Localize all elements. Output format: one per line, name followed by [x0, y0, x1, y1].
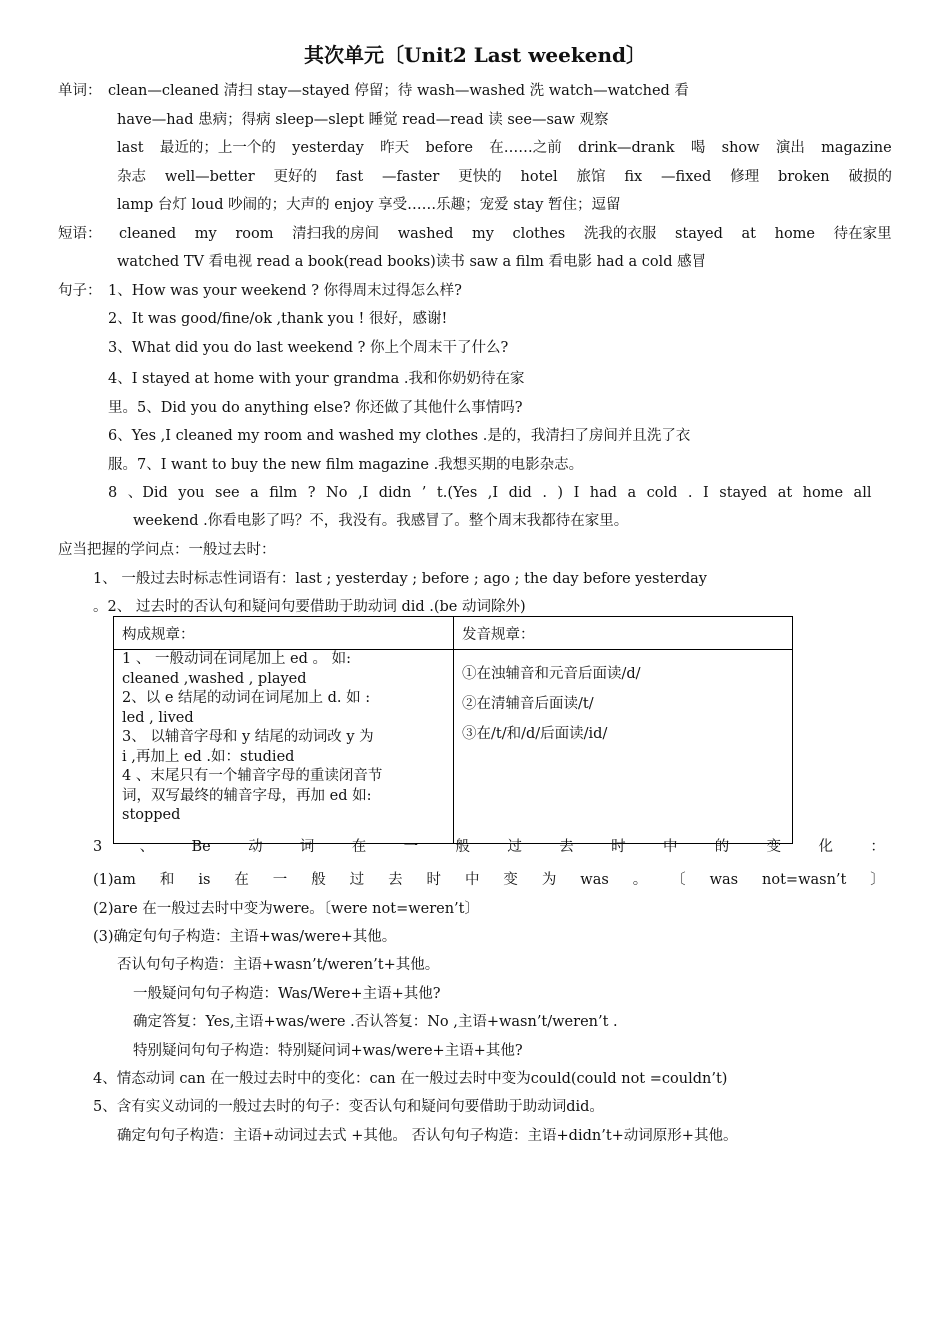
token: 去 — [388, 872, 403, 888]
grammar-heading: 应当把握的学问点：一般过去时： — [58, 542, 276, 558]
pronunciation-rule-line: ②在清辅音后面读/t/ — [462, 696, 594, 712]
rules-table — [113, 616, 793, 844]
token: 词 — [299, 839, 315, 855]
token: 。 — [632, 872, 648, 888]
grammar-point-3-line: (3)确定句句子构造：主语+was/were+其他。 — [93, 929, 397, 945]
formation-rule-line: cleaned ,washed , played — [122, 670, 307, 687]
grammar-point-5-sub: 确定句句子构造：主语+动词过去式 +其他。 否认句句子构造：主语+didn’t+动词原形+其他。 — [117, 1128, 738, 1144]
token: 的 — [714, 839, 730, 855]
grammar-point-5: 5、含有实义动词的一般过去时的句子：变否认句和疑问句要借助于助动词did。 — [93, 1099, 604, 1115]
sentences-label: 句子： — [58, 283, 102, 299]
sentence-line: 2、It was good/fine/ok ,thank you ! 很好，感谢! — [108, 311, 448, 327]
token: was — [580, 872, 609, 888]
token: 〔 — [671, 872, 686, 888]
token: (1)am — [93, 872, 136, 888]
token: 和 — [159, 872, 175, 888]
grammar-point-1: 1、 一般过去时标志性词语有：last ; yesterday ; before ; ago ; the day before yesterday — [93, 571, 707, 587]
phrases-label: 短语： — [58, 226, 102, 242]
sentence-line: 8 、Did you see a film ? No ,I didn ’ t.(Yes ,I did . ) I had a cold . I stayed at home all — [108, 485, 872, 501]
grammar-point-2: 。2、 过去时的否认句和疑问句要借助于助动词 did .(be 动词除外) — [93, 599, 526, 615]
sentence-line: weekend .你看电影了吗？不，我没有。我感冒了。整个周末我都待在家里。 — [133, 513, 629, 529]
token: 中 — [464, 872, 480, 888]
grammar-point-3-line: 特别疑问句句子构造：特别疑问词+was/were+主语+其他? — [133, 1043, 523, 1059]
sentence-line: 服。7、I want to buy the new film magazine .我想买期的电影杂志。 — [108, 457, 584, 473]
token: 变 — [766, 839, 782, 855]
token: 般 — [455, 839, 470, 855]
phrase-line: watched TV 看电视 read a book(read books)读书 saw a film 看电影 had a cold 感冒 — [117, 254, 707, 270]
vocab-line: lamp 台灯 loud 吵闹的；大声的 enjoy 享受……乐趣；宠爱 stay 暂住；逗留 — [117, 197, 621, 213]
pronunciation-rules — [462, 659, 641, 749]
formation-rules — [122, 650, 444, 826]
formation-rule-line: 词，双写最终的辅音字母，再加 ed 如: — [122, 787, 372, 804]
table-header-formation: 构成规章： — [122, 627, 195, 643]
formation-rule-line: stopped — [122, 807, 181, 823]
token: 化 — [818, 839, 834, 855]
sentence-line: 4、I stayed at home with your grandma .我和你奶奶待在家 — [108, 371, 525, 387]
token: 一 — [403, 839, 419, 855]
formation-rule-line: led , lived — [122, 709, 194, 726]
token: not=wasn’t — [762, 872, 847, 888]
vocab-line: have—had 患病；得病 sleep—slept 睡觉 read—read 读 see—saw 观察 — [117, 112, 609, 128]
formation-rule-line: 2、以 e 结尾的动词在词尾加上 d. 如 : — [122, 690, 371, 706]
token: 过 — [507, 839, 522, 855]
grammar-point-3 — [93, 837, 885, 857]
token: 时 — [426, 872, 442, 888]
pronunciation-rule-line: ①在浊辅音和元音后面读/d/ — [462, 666, 641, 682]
formation-rule-line: i ,再加上 ed .如：studied — [122, 748, 295, 765]
grammar-point-3-line: (2)are 在一般过去时中变为were。〔were not=weren’t〕 — [93, 901, 479, 917]
grammar-point-4: 4、情态动词 can 在一般过去时中的变化：can 在一般过去时中变为could(could not =couldn’t) — [93, 1071, 728, 1087]
token: was — [709, 872, 739, 888]
grammar-point-3-line: 否认句句子构造：主语+wasn’t/weren’t+其他。 — [117, 957, 440, 973]
token: 为 — [541, 872, 557, 888]
grammar-point-3-line: 确定答复：Yes,主语+was/were .否认答复：No ,主语+wasn’t/weren’t . — [133, 1014, 618, 1030]
vocab-line: last 最近的；上一个的 yesterday 昨天 before 在……之前 drink—drank 喝 show 演出 magazine — [117, 140, 892, 156]
token: 时 — [611, 839, 626, 855]
table-divider — [453, 617, 454, 843]
formation-rule-line: 3、 以辅音字母和 y 结尾的动词改 y 为 — [122, 729, 374, 745]
table-header-pronunciation: 发音规章： — [462, 627, 535, 643]
token: 〕 — [870, 872, 885, 888]
token: 一 — [272, 872, 288, 888]
vocab-line: clean—cleaned 清扫 stay—stayed 停留；待 wash—washed 洗 watch—watched 看 — [108, 83, 689, 99]
formation-rule-line: 1 、 一般动词在词尾加上 ed 。 如: — [122, 651, 352, 667]
token: 动 — [248, 839, 263, 855]
page-title: 其次单元〔Unit2 Last weekend〕 — [304, 43, 646, 67]
pronunciation-rule-line: ③在/t/和/d/后面读/id/ — [462, 726, 608, 742]
token: Be — [191, 839, 211, 855]
token: 般 — [311, 872, 326, 888]
token: ： — [870, 839, 885, 855]
phrase-line: cleaned my room 清扫我的房间 washed my clothes 洗我的衣服 stayed at home 待在家里 — [119, 226, 892, 242]
sentence-line: 3、What did you do last weekend ? 你上个周末干了什么? — [108, 340, 509, 356]
vocab-label: 单词： — [58, 83, 102, 99]
vocab-line: 杂志 well—better 更好的 fast —faster 更快的 hotel 旅馆 fix —fixed 修理 broken 破损的 — [117, 169, 893, 185]
token: 在 — [234, 872, 249, 888]
sentence-line: 6、Yes ,I cleaned my room and washed my clothes .是的，我清扫了房间并且洗了衣 — [108, 428, 691, 444]
sentence-line: 1、How was your weekend ? 你得周末过得怎么样? — [108, 283, 462, 299]
sentence-line: 里。5、Did you do anything else? 你还做了其他什么事情吗? — [108, 400, 523, 416]
token: 中 — [662, 839, 678, 855]
token: 变 — [503, 872, 518, 888]
formation-rule-line: 4 、末尾只有一个辅音字母的重读闭音节 — [122, 768, 383, 784]
grammar-point-3-line: 一般疑问句句子构造：Was/Were+主语+其他? — [133, 986, 441, 1002]
token: 、 — [139, 839, 155, 855]
token: 过 — [349, 872, 365, 888]
token: 3 — [93, 839, 103, 855]
token: 在 — [351, 839, 367, 855]
token: is — [198, 872, 211, 888]
grammar-point-3-am — [93, 870, 885, 890]
token: 去 — [559, 839, 574, 855]
